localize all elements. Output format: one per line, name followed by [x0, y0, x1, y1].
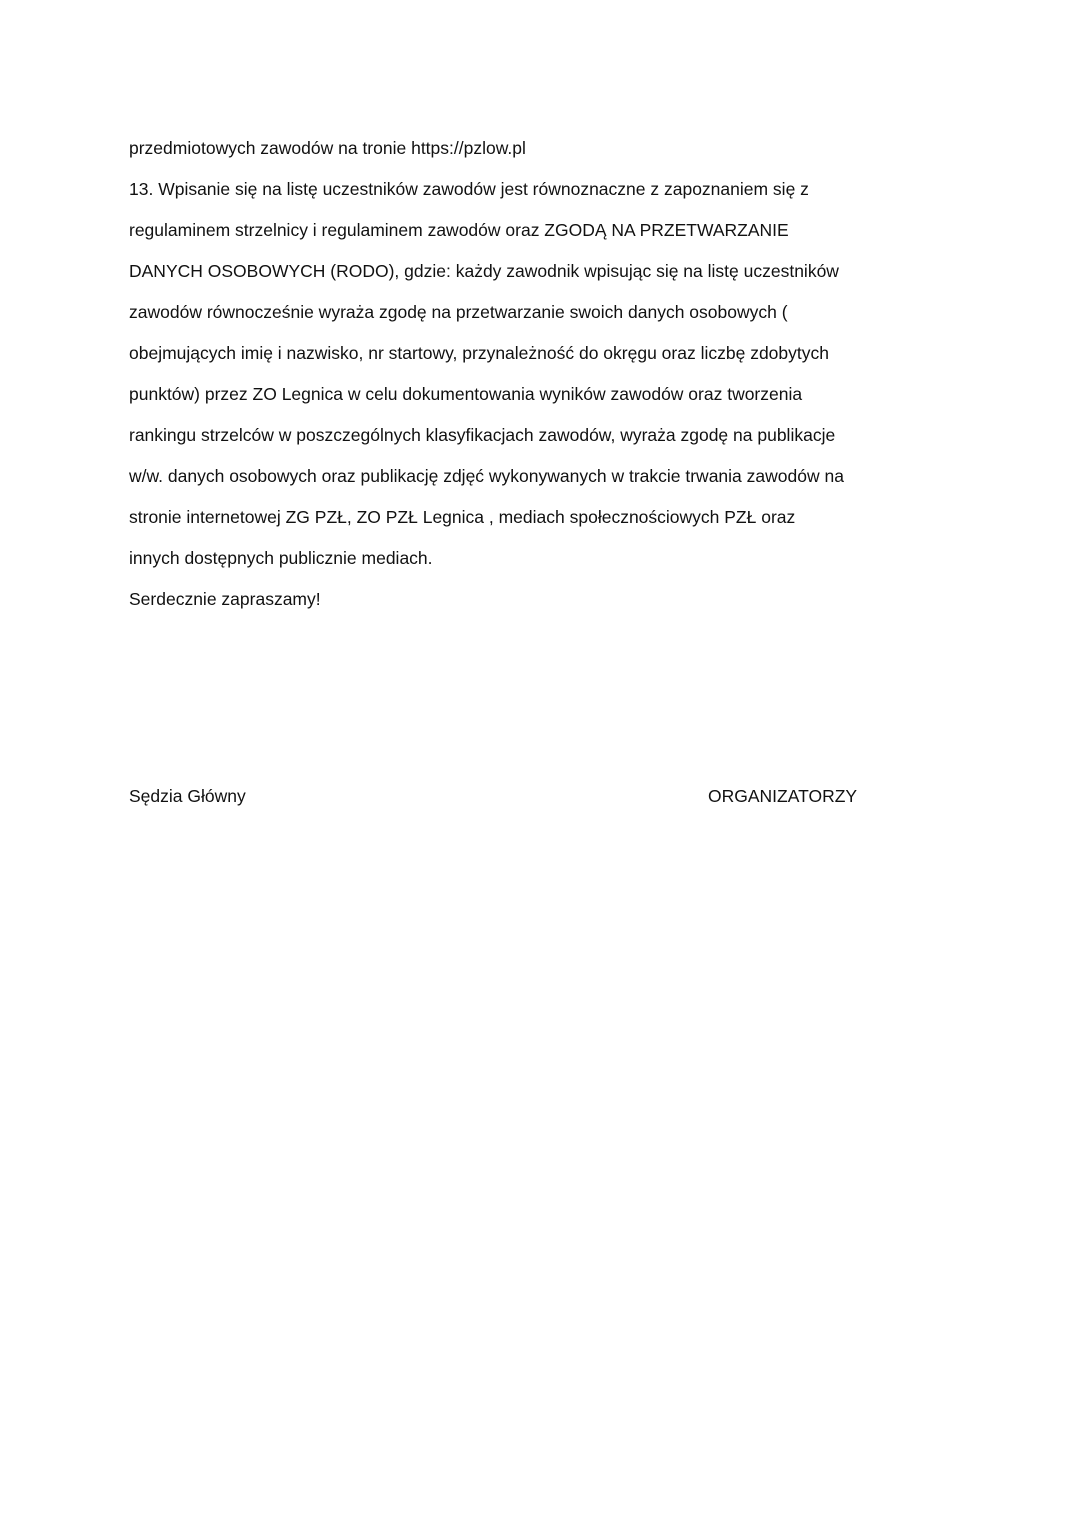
signature-organizers: ORGANIZATORZY: [708, 786, 858, 806]
text-line: innych dostępnych publicznie mediach.: [129, 548, 433, 568]
text-line: DANYCH OSOBOWYCH (RODO), gdzie: każdy zawodnik wpisując się na listę uczestników: [129, 261, 839, 281]
signature-chief-judge: Sędzia Główny: [129, 786, 246, 806]
text-line: w/w. danych osobowych oraz publikację zdjęć wykonywanych w trakcie trwania zawodów na: [129, 466, 844, 486]
text-line: punktów) przez ZO Legnica w celu dokumentowania wyników zawodów oraz tworzenia: [129, 384, 803, 404]
text-line: stronie internetowej ZG PZŁ, ZO PZŁ Legnica , mediach społecznościowych PZŁ oraz: [129, 507, 796, 527]
closing-line: Serdecznie zapraszamy!: [129, 589, 321, 609]
text-line: przedmiotowych zawodów na tronie https://pzlow.pl: [129, 138, 526, 158]
text-line: rankingu strzelców w poszczególnych klasyfikacjach zawodów, wyraża zgodę na publikacje: [129, 425, 836, 445]
text-line: 13. Wpisanie się na listę uczestników zawodów jest równoznaczne z zapoznaniem się z: [129, 179, 809, 199]
text-line: regulaminem strzelnicy i regulaminem zawodów oraz ZGODĄ NA PRZETWARZANIE: [129, 220, 789, 240]
text-line: zawodów równocześnie wyraża zgodę na przetwarzanie swoich danych osobowych (: [129, 302, 788, 322]
text-line: obejmujących imię i nazwisko, nr startowy, przynależność do okręgu oraz liczbę zdobytych: [129, 343, 829, 363]
body-text: [129, 128, 949, 620]
